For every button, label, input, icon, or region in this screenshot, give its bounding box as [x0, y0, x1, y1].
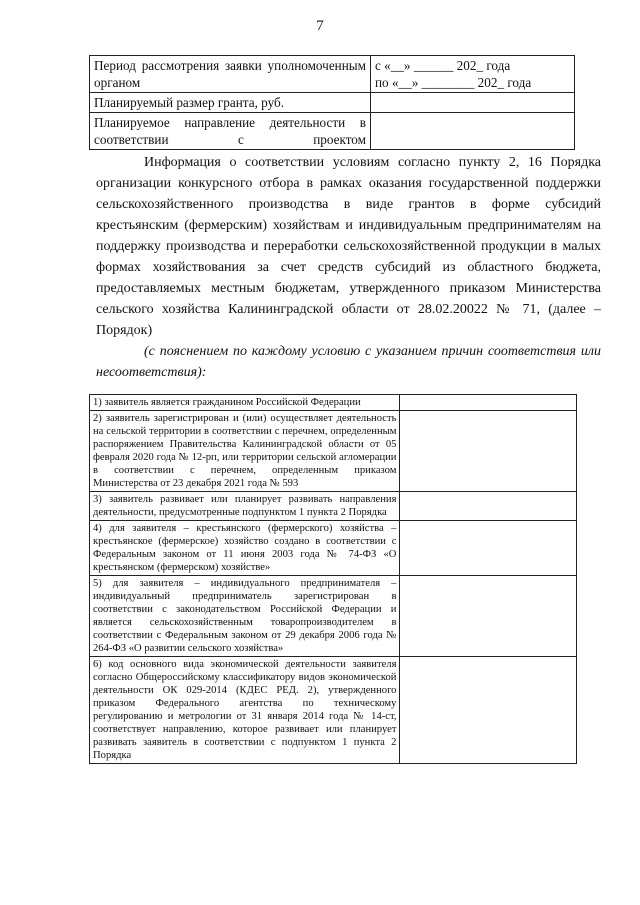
conditions-table — [89, 394, 577, 764]
condition-text: 4) для заявителя – крестьянского (фермерского) хозяйства – крестьянское (фермерское) хозяйство создано в соответствии с Федеральным законом от 11 июня 2003 года № 74-ФЗ «О крестьянском (фермерском) хозяйстве» — [90, 521, 400, 576]
condition-explanation — [400, 411, 577, 492]
period-from: с «__» ______ 202_ года — [375, 58, 511, 73]
table-row — [90, 657, 577, 764]
condition-text: 5) для заявителя – индивидуального предпринимателя – индивидуальный предприниматель зарегистрирован в соответствии с законодательством Российской Федерации и является сельскохозяйственным товаропроизводителем в соответствии с Федеральным законом от 29 декабря 2006 года № 264-ФЗ «О развитии сельского хозяйства» — [90, 576, 400, 657]
page-number: 7 — [316, 18, 324, 34]
table-row — [90, 395, 577, 411]
intro-paragraph: Информация о соответствии условиям согласно пункту 2, 16 Порядка организации конкурсного отбора в рамках оказания государственной поддержки сельскохозяйственного производства в виде грантов в форме субсидий крестьянским (фермерским) хозяйствам и индивидуальным предпринимателям на поддержку производства и переработки сельскохозяйственной продукции в малых формах хозяйствования за счет средств субсидий из областного бюджета, предоставляемых местным бюджетам, утвержденного приказом Министерства сельского хозяйства Калининградской области от 28.02.20022 № 71, (далее – Порядок) — [96, 155, 601, 338]
table-row — [90, 56, 575, 93]
conditions-intro — [96, 152, 601, 383]
period-to: по «__» ________ 202_ года — [375, 75, 532, 90]
table-row — [90, 576, 577, 657]
application-info-table — [89, 55, 575, 150]
condition-explanation — [400, 492, 577, 521]
intro-note: (с пояснением по каждому условию с указанием причин соответствия или несоответствия): — [96, 344, 601, 380]
grant-size-label: Планируемый размер гранта, руб. — [90, 93, 371, 113]
direction-value — [371, 113, 575, 150]
table-row — [90, 113, 575, 150]
condition-text: 6) код основного вида экономической деятельности заявителя согласно Общероссийскому классификатору видов экономической деятельности ОК 029-2014 (КДЕС РЕД. 2), утвержденного приказом Федерального агентства по техническому регулированию и метрологии от 31 января 2014 года № 14-ст, соответствует направлению, которое развивает или планирует развивать заявитель в соответствии с подпунктом 1 пункта 2 Порядка — [90, 657, 400, 764]
table-row — [90, 411, 577, 492]
condition-text: 2) заявитель зарегистрирован и (или) осуществляет деятельность на сельской территории в соответствии с перечнем, определенным распоряжением Правительства Калининградской области от 05 февраля 2020 года № 12-рп, или территории сельской агломерации в соответствии с перечнем, определенным приказом Министерства от 23 декабря 2021 года № 593 — [90, 411, 400, 492]
period-value — [371, 56, 575, 93]
table-row — [90, 521, 577, 576]
condition-text: 1) заявитель является гражданином Российской Федерации — [90, 395, 400, 411]
grant-size-value — [371, 93, 575, 113]
table-row — [90, 492, 577, 521]
direction-label: Планируемое направление деятельности в соответствии с проектом — [90, 113, 371, 150]
period-label: Период рассмотрения заявки уполномоченным органом — [90, 56, 371, 93]
condition-explanation — [400, 657, 577, 764]
condition-explanation — [400, 521, 577, 576]
condition-text: 3) заявитель развивает или планирует развивать направления деятельности, предусмотренные подпунктом 1 пункта 2 Порядка — [90, 492, 400, 521]
condition-explanation — [400, 576, 577, 657]
condition-explanation — [400, 395, 577, 411]
table-row — [90, 93, 575, 113]
